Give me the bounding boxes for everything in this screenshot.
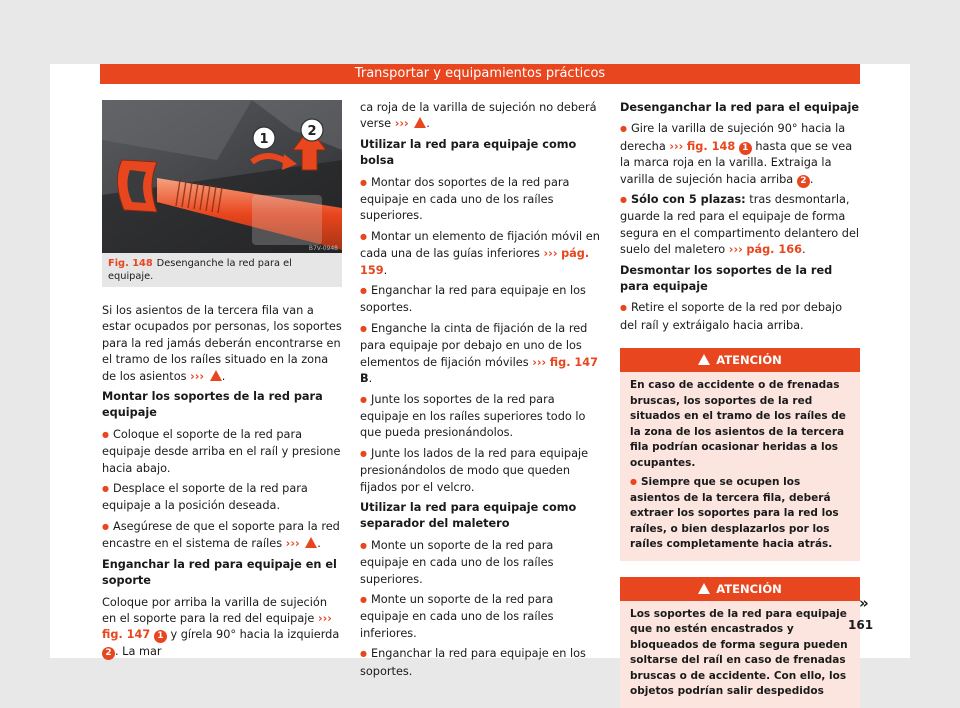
- page-link[interactable]: pág. 159: [360, 247, 590, 277]
- intro-paragraph: Si los asientos de la tercera fila van a estar ocupados por personas, los soportes para la red jamás deberán encontrarse en el tramo de los raíles situado en la zona de los asientos ››› .: [102, 304, 342, 383]
- figure-code: B7V-0948: [308, 245, 338, 252]
- fig-link[interactable]: fig. 148: [686, 139, 736, 153]
- list-item: ● Gire la varilla de sujeción 90° hacia la derecha ››› fig. 148 1 hasta que se vea la marca roja en la varilla. Extraiga la varilla de sujeción hacia arriba 2 .: [620, 121, 860, 188]
- warning-header: ATENCIÓN: [620, 348, 860, 372]
- list-item: ● Enganche la cinta de fijación de la red para equipaje por debajo en uno de los elementos de fijación móviles ››› fig. 147 B.: [360, 321, 602, 388]
- warning-icon: [305, 537, 317, 548]
- list-item: ● Asegúrese de que el soporte para la red encastre en el sistema de raíles ››› .: [102, 519, 342, 553]
- rod-illustration: [102, 100, 342, 253]
- heading-desmontar: Desmontar los soportes de la red para equipaje: [620, 263, 833, 294]
- fig-link[interactable]: fig. 147: [102, 628, 151, 642]
- warning-text: En caso de accidente o de frenadas bruscas, los soportes de la red situados en el tramo de los raíles de la zona de los asientos de la tercera fila podrían ocasionar heridas a los ocupantes.: [630, 379, 846, 469]
- heading-separador: Utilizar la red para equipaje como separador del maletero: [360, 500, 577, 531]
- warning-box-2: [620, 577, 860, 708]
- continue-marker: »: [859, 594, 869, 612]
- list-item: ● Sólo con 5 plazas: tras desmontarla, guarde la red para el equipaje de forma segura en el compartimento delantero del suelo del maletero ››› pág. 166.: [620, 192, 860, 259]
- column-2: [360, 100, 602, 684]
- page-number: 161: [848, 618, 874, 632]
- list-item: ● Montar dos soportes de la red para equipaje en cada uno de los raíles superiores.: [360, 175, 602, 225]
- warning-icon: [414, 117, 426, 128]
- list-item: ● Monte un soporte de la red para equipaje en cada uno de los raíles inferiores.: [360, 592, 602, 642]
- callout-1: 1: [259, 132, 269, 147]
- warning-text: Los soportes de la red para equipaje que no estén encastrados y bloqueados de forma segura pueden soltarse del raíl en caso de frenadas bruscas o de accidente. Con ello, los objetos podrían salir despedidos: [630, 607, 848, 698]
- list-item: ● Enganchar la red para equipaje en los soportes.: [360, 283, 602, 317]
- page-link[interactable]: pág. 166: [746, 243, 802, 257]
- page-header: Transportar y equipamientos prácticos: [100, 64, 860, 84]
- paragraph: ca roja de la varilla de sujeción no deberá verse ››› .: [360, 101, 597, 131]
- column-3: [620, 100, 860, 708]
- list-item: ● Monte un soporte de la red para equipaje en cada uno de los raíles superiores.: [360, 538, 602, 588]
- heading-desenganchar: Desenganchar la red para el equipaje: [620, 101, 859, 114]
- list-item: ● Montar un elemento de fijación móvil en cada una de las guías inferiores ››› pág. 159.: [360, 229, 602, 279]
- heading-montar: Montar los soportes de la red para equipaje: [102, 390, 323, 420]
- column-1: [102, 100, 342, 664]
- list-item: ● Enganchar la red para equipaje en los soportes.: [360, 646, 602, 680]
- list-item: ● Junte los soportes de la red para equipaje en los raíles superiores todo lo que pueda presionándolos.: [360, 392, 602, 442]
- heading-enganchar: Enganchar la red para equipaje en el soporte: [102, 557, 337, 588]
- warning-icon: [210, 370, 222, 381]
- list-item: ● Desplace el soporte de la red para equipaje a la posición deseada.: [102, 481, 342, 515]
- warning-icon: [698, 583, 710, 594]
- paragraph: Coloque por arriba la varilla de sujeción en el soporte para la red del equipaje ››› fig. 147 1 y gírela 90° hacia la izquierda 2 . La mar: [102, 595, 340, 658]
- warning-header: ATENCIÓN: [620, 577, 860, 601]
- figure-label: Fig. 148: [108, 258, 153, 269]
- warning-text: ● Siempre que se ocupen los asientos de la tercera fila, deberá extraer los soportes para la red los raíles, o bien desplazarlos por los raíles completamente hacia atrás.: [630, 475, 850, 553]
- warning-box-1: [620, 348, 860, 561]
- list-item: ● Junte los lados de la red para equipaje presionándolos de modo que queden fijados por el velcro.: [360, 446, 602, 496]
- figure-148: [102, 100, 342, 253]
- callout-2: 2: [307, 124, 317, 139]
- warning-icon: [698, 354, 710, 365]
- fig-link[interactable]: fig. 147: [549, 355, 599, 369]
- heading-bolsa: Utilizar la red para equipaje como bolsa: [360, 137, 577, 168]
- caption-text: Desenganche la red para el equipaje.: [108, 258, 292, 282]
- figure-caption: [102, 253, 342, 287]
- list-item: ● Retire el soporte de la red por debajo del raíl y extráigalo hacia arriba.: [620, 300, 860, 334]
- list-item: ● Coloque el soporte de la red para equipaje desde arriba en el raíl y presione hacia abajo.: [102, 427, 342, 477]
